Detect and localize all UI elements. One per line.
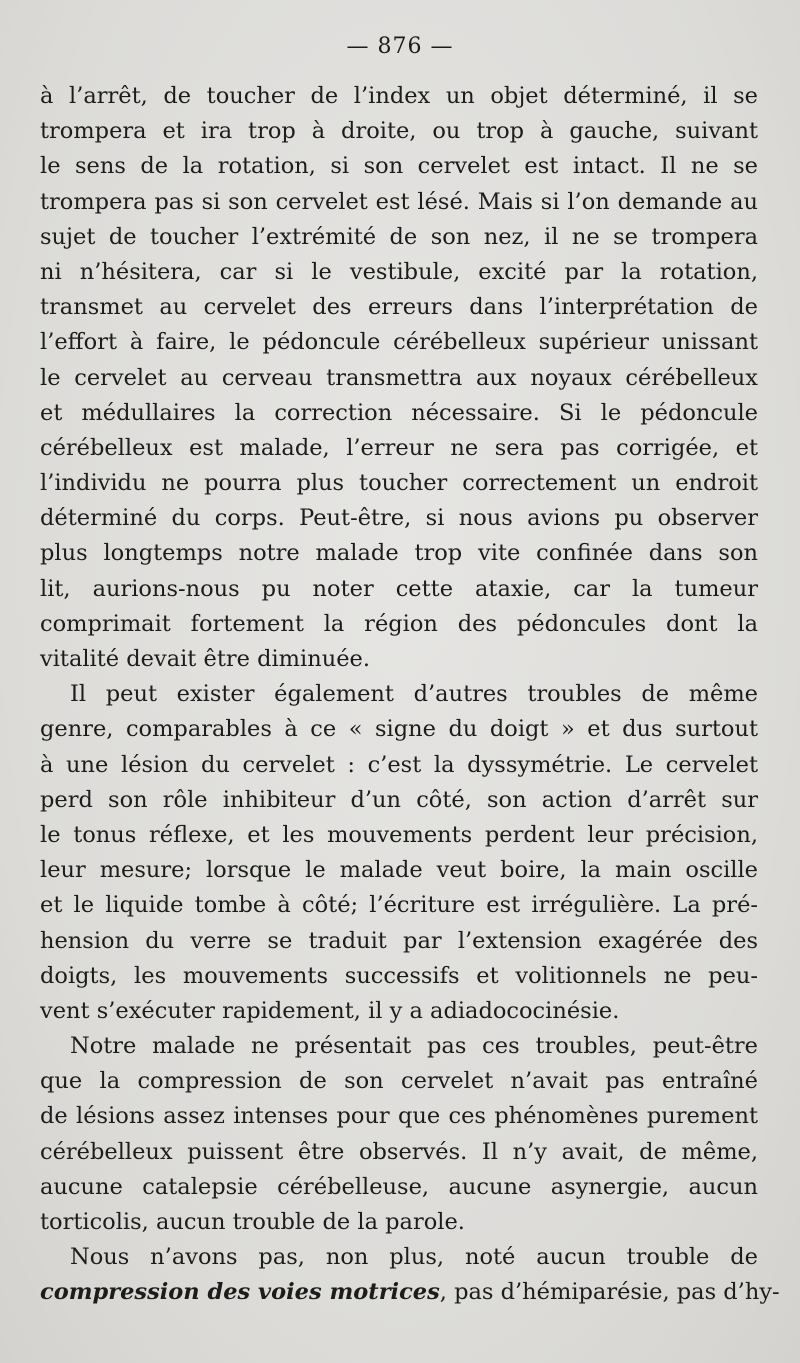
text-line: que la compression de son cervelet n’avait pas entraîné (40, 1068, 758, 1095)
emphasized-phrase: compression des voies motrices (40, 1279, 440, 1306)
text-line: vitalité devait être diminuée. (40, 646, 370, 672)
text-line: l’effort à faire, le pédoncule cérébelleux supérieur unissant (40, 329, 758, 356)
text-line: le sens de la rotation, si son cervelet est intact. Il ne se (40, 153, 758, 180)
text-line: Il peut exister également d’autres troubles de même (70, 681, 758, 708)
body-text (40, 79, 780, 1311)
paragraph (40, 1029, 758, 1240)
text-line: trompera et ira trop à droite, ou trop à gauche, suivant (40, 118, 758, 145)
text-line: Nous n’avons pas, non plus, noté aucun trouble de (70, 1244, 758, 1271)
text-line: l’individu ne pourra plus toucher correctement un endroit (40, 470, 758, 497)
paragraph (40, 677, 758, 1029)
text-line: le tonus réflexe, et les mouvements perdent leur précision, (40, 821, 758, 848)
text-line: et le liquide tombe à côté; l’écriture est irrégulière. La pré- (40, 892, 758, 919)
text-line: transmet au cervelet des erreurs dans l’interprétation de (40, 294, 758, 321)
text-line: genre, comparables à ce « signe du doigt » et dus surtout (40, 716, 758, 743)
text-line: de lésions assez intenses pour que ces phénomènes purement (40, 1103, 758, 1130)
text-line: à une lésion du cervelet : c’est la dyssymétrie. Le cervelet (40, 751, 758, 778)
text-line: et médullaires la correction nécessaire. Si le pédoncule (40, 399, 758, 426)
text-line: comprimait fortement la région des pédoncules dont la (40, 610, 758, 637)
text-line: perd son rôle inhibiteur d’un côté, son action d’arrêt sur (40, 786, 758, 813)
text-line: cérébelleux puissent être observés. Il n’y avait, de même, (40, 1138, 758, 1165)
line-remainder: , pas d’hémiparésie, pas d’hy- (439, 1279, 780, 1306)
text-line: aucune catalepsie cérébelleuse, aucune asynergie, aucun (40, 1173, 758, 1200)
text-line: cérébelleux est malade, l’erreur ne sera pas corrigée, et (40, 434, 758, 461)
text-line: déterminé du corps. Peut-être, si nous avions pu observer (40, 505, 758, 532)
page-number: — 876 — (346, 34, 454, 59)
paragraph (40, 79, 758, 677)
text-line: plus longtemps notre malade trop vite confinée dans son (40, 540, 758, 567)
text-line: torticolis, aucun trouble de la parole. (40, 1209, 465, 1235)
text-line: lit, aurions-nous pu noter cette ataxie, car la tumeur (40, 575, 758, 602)
text-line: sujet de toucher l’extrémité de son nez, il ne se trompera (40, 223, 758, 250)
text-line: Notre malade ne présentait pas ces troubles, peut-être (70, 1033, 758, 1060)
text-line (40, 1275, 780, 1310)
text-line: doigts, les mouvements successifs et volitionnels ne peu- (40, 962, 758, 989)
text-line: leur mesure; lorsque le malade veut boire, la main oscille (40, 857, 758, 884)
paragraph (40, 1240, 780, 1310)
text-line: trompera pas si son cervelet est lésé. Mais si l’on demande au (40, 188, 758, 215)
text-line: hension du verre se traduit par l’extension exagérée des (40, 927, 758, 954)
text-line: vent s’exécuter rapidement, il y a adiadococinésie. (40, 997, 620, 1024)
text-line: le cervelet au cerveau transmettra aux noyaux cérébelleux (40, 364, 758, 391)
text-line: ni n’hésitera, car si le vestibule, excité par la rotation, (40, 258, 758, 285)
text-line: à l’arrêt, de toucher de l’index un objet déterminé, il se (40, 83, 758, 109)
